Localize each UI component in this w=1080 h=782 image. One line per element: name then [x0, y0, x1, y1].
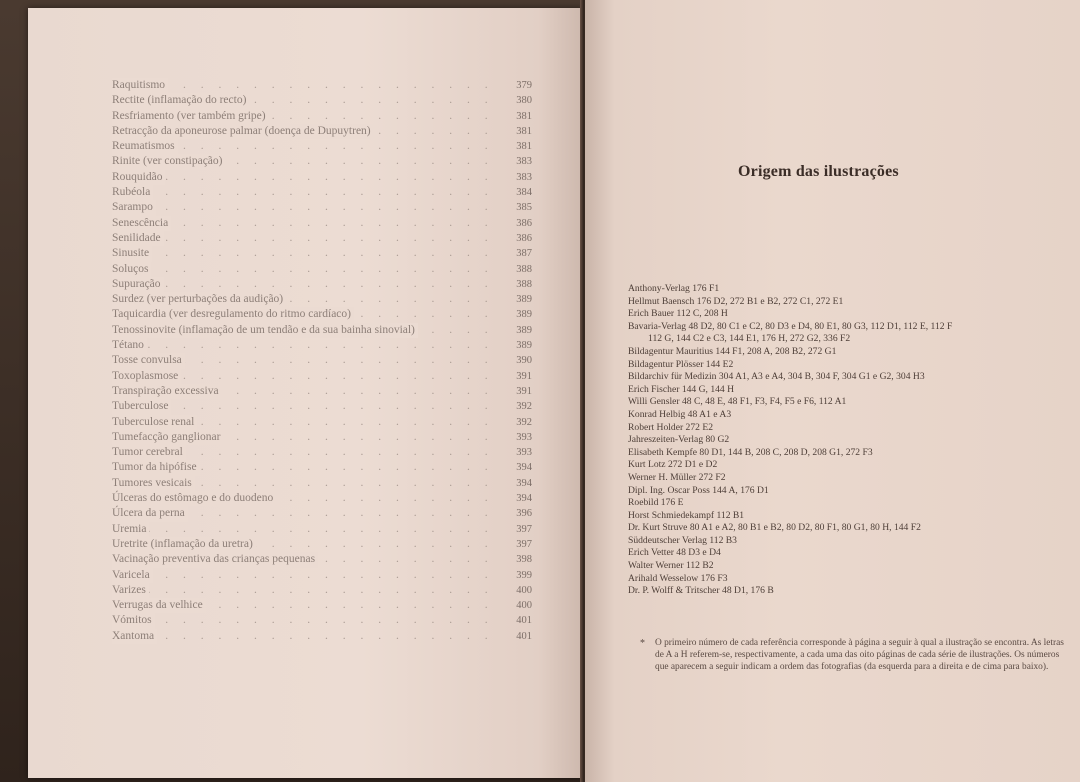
- leader-dots: [112, 200, 498, 215]
- credit-line: Bildarchiv für Medizin 304 A1, A3 e A4, 304 B, 304 F, 304 G1 e G2, 304 H3: [628, 371, 925, 383]
- credit-line: Robert Holder 272 E2: [628, 421, 713, 433]
- index-page-number: 391: [516, 370, 532, 382]
- leader-dots: [112, 185, 498, 200]
- index-entry: [112, 292, 532, 307]
- credit-line: Konrad Helbig 48 A1 e A3: [628, 408, 732, 420]
- index-page-number: 394: [516, 493, 532, 505]
- index-page-number: 387: [516, 248, 532, 260]
- index-term: Soluços: [112, 262, 151, 277]
- index-entry: [112, 277, 532, 292]
- credit-line: Hellmut Baensch 176 D2, 272 B1 e B2, 272 C1, 272 E1: [628, 295, 844, 307]
- index-term: Tumefacção ganglionar: [112, 430, 223, 445]
- index-term: Vacinação preventiva das crianças pequenas: [112, 552, 318, 567]
- index-term: Tosse convulsa: [112, 353, 185, 368]
- index-term: Tenossinovite (inflamação de um tendão e da sua bainha sinovial): [112, 323, 418, 338]
- index-entry: [112, 124, 532, 139]
- index-entry: [112, 399, 532, 414]
- index-page-number: 394: [516, 462, 532, 474]
- index-term: Varicela: [112, 568, 153, 583]
- index-term: Uremia: [112, 522, 149, 537]
- index-page-number: 381: [516, 125, 532, 137]
- index-term: Rouquidão: [112, 170, 165, 185]
- index-term: Rectite (inflamação do recto): [112, 93, 249, 108]
- leader-dots: [112, 277, 498, 292]
- index-entry: [112, 522, 532, 537]
- index-entry: [112, 154, 532, 169]
- credit-line: Erich Fischer 144 G, 144 H: [628, 383, 735, 395]
- index-page-number: 392: [516, 401, 532, 413]
- index-page-number: 384: [516, 187, 532, 199]
- credit-line: Kurt Lotz 272 D1 e D2: [628, 459, 718, 471]
- index-entry: [112, 353, 532, 368]
- footnote: O primeiro número de cada referência corresponde à página a seguir à qual a ilustração se encontra. As letras de A a H referem-se, respectivamente, a cada uma das oito páginas de cada série de ilustrações. Os números que aparecem a seguir indicam a ordem das fotografias (da esquerda para a direita e de cima para baixo).: [655, 638, 1064, 672]
- leader-dots: [112, 262, 498, 277]
- index-page-number: 379: [516, 80, 532, 91]
- index-page-number: 399: [516, 569, 532, 581]
- index-term: Retracção da aponeurose palmar (doença de Dupuytren): [112, 124, 374, 139]
- index-page-number: 389: [516, 340, 532, 352]
- index-entry: [112, 568, 532, 583]
- index-term: Úlcera da perna: [112, 506, 188, 521]
- index-term: Úlceras do estômago e do duodeno: [112, 491, 276, 506]
- index-term: Raquitismo: [112, 78, 168, 93]
- leader-dots: [112, 231, 498, 246]
- credit-line: Dipl. Ing. Oscar Poss 144 A, 176 D1: [628, 484, 769, 496]
- index-page-number: 392: [516, 416, 532, 428]
- index-entry: [112, 629, 532, 644]
- index-page-number: 383: [516, 171, 532, 183]
- index-page-number: 381: [516, 141, 532, 153]
- credit-line: Dr. P. Wolff & Tritscher 48 D1, 176 B: [628, 585, 774, 597]
- index-page-number: 397: [516, 538, 532, 550]
- index-entry: [112, 231, 532, 246]
- credit-line: Elisabeth Kempfe 80 D1, 144 B, 208 C, 208 D, 208 G1, 272 F3: [628, 446, 873, 458]
- index-entry: [112, 460, 532, 475]
- index-entry: [112, 246, 532, 261]
- index-entry: [112, 583, 532, 598]
- credit-line: Werner H. Müller 272 F2: [628, 471, 726, 483]
- index-entry: [112, 323, 532, 338]
- index-term: Tuberculose renal: [112, 415, 197, 430]
- credit-line: Erich Vetter 48 D3 e D4: [628, 547, 721, 559]
- index-page-number: 393: [516, 447, 532, 459]
- index-term: Surdez (ver perturbações da audição): [112, 292, 286, 307]
- index-entry: [112, 506, 532, 521]
- index-entry: [112, 170, 532, 185]
- index-term: Tumor cerebral: [112, 445, 186, 460]
- index-term: Tuberculose: [112, 399, 171, 414]
- credit-line: Erich Bauer 112 C, 208 H: [628, 308, 728, 320]
- index-term: Transpiração excessiva: [112, 384, 222, 399]
- credit-line: Dr. Kurt Struve 80 A1 e A2, 80 B1 e B2, 80 D2, 80 F1, 80 G1, 80 H, 144 F2: [628, 522, 921, 534]
- index-page-number: 389: [516, 294, 532, 306]
- index-page-number: 389: [516, 324, 532, 336]
- index-term: Resfriamento (ver também gripe): [112, 109, 269, 124]
- index-page-number: 391: [516, 385, 532, 397]
- credit-line: Horst Schmiedekampf 112 B1: [628, 509, 745, 521]
- index-entry: [112, 307, 532, 322]
- page-title: Origem das ilustrações: [738, 163, 899, 180]
- index-page-number: 393: [516, 431, 532, 443]
- index-term: Senescência: [112, 216, 171, 231]
- credit-line: Süddeutscher Verlag 112 B3: [628, 534, 737, 546]
- leader-dots: [112, 522, 498, 537]
- index-entry: [112, 109, 532, 124]
- index-entry: [112, 598, 532, 613]
- index-entry: [112, 216, 532, 231]
- index-entry: [112, 200, 532, 215]
- credit-line: Willi Gensler 48 C, 48 E, 48 F1, F3, F4, F5 e F6, 112 A1: [628, 396, 847, 408]
- index-page-number: 389: [516, 309, 532, 321]
- index-entry: [112, 445, 532, 460]
- index-page-number: 380: [516, 95, 532, 107]
- index-term: Toxoplasmose: [112, 369, 181, 384]
- index-page-number: 398: [516, 554, 532, 566]
- index-page-number: 388: [516, 263, 532, 275]
- index-page-number: 401: [516, 630, 532, 642]
- index-term: Reumatismos: [112, 139, 178, 154]
- index-entry: [112, 415, 532, 430]
- index-term: Tumor da hipófise: [112, 460, 200, 475]
- index-entry: [112, 262, 532, 277]
- index-page-number: 383: [516, 156, 532, 168]
- credits-list: [628, 283, 1078, 598]
- index-term: Sinusite: [112, 246, 152, 261]
- index-entry: [112, 491, 532, 506]
- credit-line: Bildagentur Plösser 144 E2: [628, 358, 734, 370]
- index-term: Tétano: [112, 338, 147, 353]
- index-page-number: 400: [516, 600, 532, 612]
- index-entry: [112, 185, 532, 200]
- leader-dots: [112, 568, 498, 583]
- index-term: Xantoma: [112, 629, 157, 644]
- index-term: Tumores vesicais: [112, 476, 195, 491]
- credit-line: Roebild 176 E: [628, 497, 684, 509]
- credit-line: 112 G, 144 C2 e C3, 144 E1, 176 H, 272 G2, 336 F2: [648, 333, 851, 345]
- index-page-number: 397: [516, 523, 532, 535]
- index-entry: [112, 139, 532, 154]
- index-term: Uretrite (inflamação da uretra): [112, 537, 256, 552]
- index-page-number: 390: [516, 355, 532, 367]
- leader-dots: [112, 78, 498, 93]
- index-page-number: 401: [516, 615, 532, 627]
- index-entry: [112, 430, 532, 445]
- credit-line: Walter Werner 112 B2: [628, 560, 714, 572]
- index-entry: [112, 613, 532, 628]
- index-page-number: 400: [516, 584, 532, 596]
- index-term: Vómitos: [112, 613, 155, 628]
- index-term: Senilidade: [112, 231, 164, 246]
- leader-dots: [112, 583, 498, 598]
- index-term: Rubéola: [112, 185, 153, 200]
- credit-line: Bildagentur Mauritius 144 F1, 208 A, 208 B2, 272 G1: [628, 345, 837, 357]
- note-marker: *: [640, 638, 645, 649]
- index-entry: [112, 78, 532, 93]
- index-page-number: 386: [516, 217, 532, 229]
- credit-line: Jahreszeiten-Verlag 80 G2: [628, 434, 730, 446]
- index-page-number: 381: [516, 110, 532, 122]
- index-entry: [112, 338, 532, 353]
- index-term: Taquicardia (ver desregulamento do ritmo cardíaco): [112, 307, 354, 322]
- index-term: Rinite (ver constipação): [112, 154, 226, 169]
- credit-line: Bavaria-Verlag 48 D2, 80 C1 e C2, 80 D3 e D4, 80 E1, 80 G3, 112 D1, 112 E, 112 F: [628, 320, 953, 332]
- leader-dots: [112, 613, 498, 628]
- index-list: [112, 78, 532, 644]
- index-page-number: 386: [516, 232, 532, 244]
- credit-line: Arihald Wesselow 176 F3: [628, 572, 728, 584]
- index-page-number: 385: [516, 202, 532, 214]
- index-entry: [112, 552, 532, 567]
- index-entry: [112, 537, 532, 552]
- index-term: Sarampo: [112, 200, 156, 215]
- credit-line: Anthony-Verlag 176 F1: [628, 283, 720, 294]
- leader-dots: [112, 338, 498, 353]
- index-page-number: 394: [516, 477, 532, 489]
- index-term: Supuração: [112, 277, 164, 292]
- index-entry: [112, 93, 532, 108]
- index-page-number: 396: [516, 508, 532, 520]
- index-entry: [112, 369, 532, 384]
- index-entry: [112, 384, 532, 399]
- leader-dots: [112, 246, 498, 261]
- leader-dots: [112, 170, 498, 185]
- index-term: Varizes: [112, 583, 149, 598]
- leader-dots: [112, 629, 498, 644]
- index-entry: [112, 476, 532, 491]
- index-term: Verrugas da velhice: [112, 598, 206, 613]
- index-page-number: 388: [516, 278, 532, 290]
